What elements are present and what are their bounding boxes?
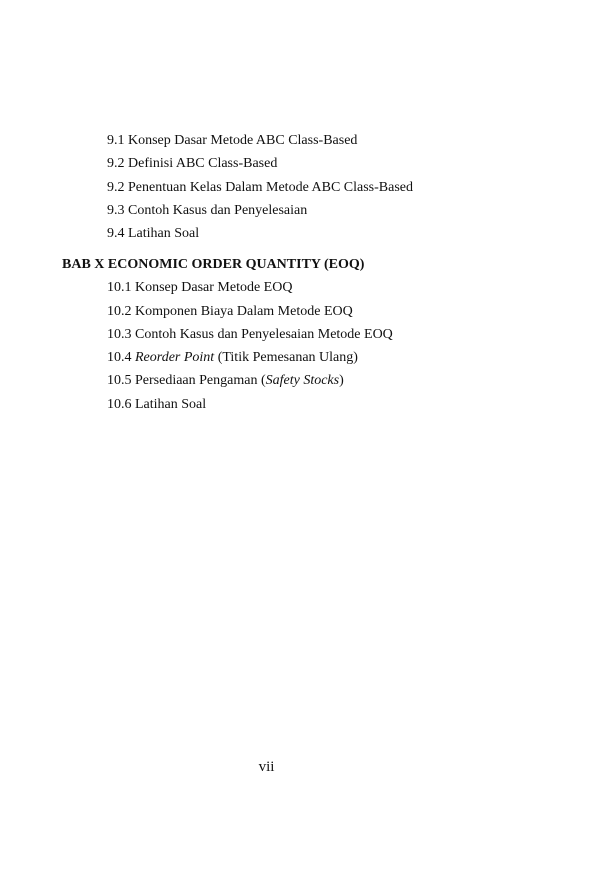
toc-entry-10-5-suffix: )	[339, 373, 344, 388]
toc-entry-10-4-prefix: 10.4	[107, 350, 135, 365]
toc-entry-10-3: 10.3 Contoh Kasus dan Penyelesaian Metode EOQ	[107, 327, 393, 342]
toc-entry-10-4	[107, 349, 358, 367]
page-number: vii	[258, 759, 275, 775]
toc-entry-9-3: 9.3 Contoh Kasus dan Penyelesaian	[107, 203, 308, 218]
toc-entry-9-1: 9.1 Konsep Dasar Metode ABC Class-Based	[107, 133, 358, 148]
toc-entry-9-2-classification: 9.2 Penentuan Kelas Dalam Metode ABC Class-Based	[107, 180, 414, 195]
chapter-heading-10: BAB X ECONOMIC ORDER QUANTITY (EOQ)	[62, 257, 365, 272]
toc-entry-9-2-definition: 9.2 Definisi ABC Class-Based	[107, 156, 278, 171]
toc-entry-9-4: 9.4 Latihan Soal	[107, 226, 200, 241]
toc-entry-10-4-suffix: (Titik Pemesanan Ulang)	[214, 350, 358, 365]
toc-entry-10-5-prefix: 10.5 Persediaan Pengaman (	[107, 373, 266, 388]
toc-entry-10-5-italic: Safety Stocks	[265, 373, 340, 388]
toc-entry-10-6: 10.6 Latihan Soal	[107, 397, 207, 412]
toc-entry-10-4-italic: Reorder Point	[135, 350, 215, 365]
toc-entry-10-2: 10.2 Komponen Biaya Dalam Metode EOQ	[107, 304, 353, 319]
toc-entry-10-5	[107, 372, 344, 390]
toc-entry-10-1: 10.1 Konsep Dasar Metode EOQ	[107, 280, 293, 295]
